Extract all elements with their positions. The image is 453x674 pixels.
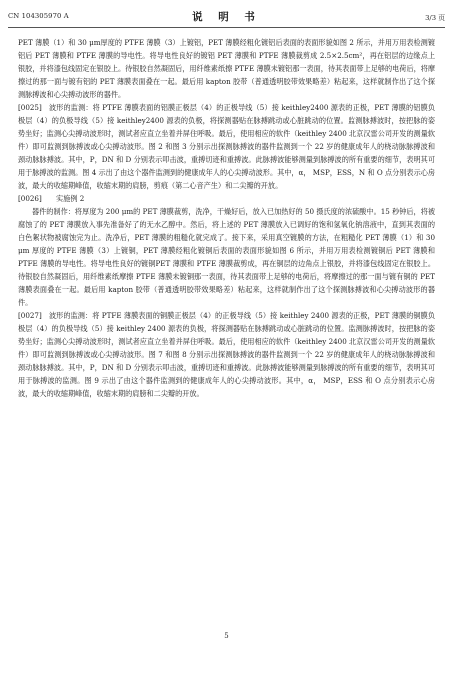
document-body xyxy=(18,36,435,400)
paragraph-text: 器件的制作：将厚度为 200 μm的 PET 薄膜裁剪，洗净，干燥好后，放入已加热好的 50 摄氏度的浓硫酸中。15 秒钟后，将被腐蚀了的 PET 薄膜放入事先准备好了的无水乙醇中。然后，将上述的 PET 薄膜放入已调好的饱和氢氧化钠溶液中，直到其表面的白色絮状物被腐蚀完为止。洗净后，PET 薄膜的粗糙化就完成了。接下来，采用真空镀膜的方法，在粗糙化 PET 薄膜（1）和 30 μm 厚度的 PTFE 薄膜（3）上镀铜，PET 薄膜经粗化镀铜后表面的表面形貌如图 6 所示，并用万用表检测镀铜后 PET 薄膜和 PTFE 薄膜的导电性。将导电性良好的镀铜PET 薄膜和 PTFE 薄膜裁剪成，再在铜层的边角点上银胶，并将漆包线固定在银胶上。待银胶自然凝固后，用纤维素纸摩擦 PTFE 薄膜未镀铜那一表面，待其表面带上足够的电荷后，将摩擦过的那一面与镀有铜的 PET 薄膜表面叠在一起。最后用 kapton 胶带（普通透明胶带效果略差）粘起来，这样就制作出了这个探测脉搏波和心尖搏动波形的器件。 xyxy=(18,207,435,307)
paragraph-text: 波形的监测：将 PTFE 薄膜表面的铝膜正极层（4）的正极导线（5）接 keithley2400 源表的正极，PET 薄膜的铝膜负极层（4）的负极导线（5）接 keithley2400 源表的负极，将探测器贴在脉搏跳动或心脏跳动的位置。监测脉搏波时，按把脉的姿势坐好；监测心尖搏动波形时，测试者应直立坐着并屏住呼吸。最后，使用相应的软件（keithley 2400 北京汉雷公司开发的测量软件）即可监测到脉搏波或心尖搏动波形。图 2 和图 3 分别示出探测脉搏波的器件监测到一个 22 岁的健康成年人的桡动脉脉搏波和颈动脉脉搏波。其中，P，DN 和 D 分别表示叩击波，重搏切迹和重搏波。此脉搏波能够测量到脉搏波的所有重要的细节，表明其可用于脉搏波的监测。图 4 示出了由这个器件监测到的健康成年人的心尖搏动波形。其中，α， MSP，ESS，N 和 O 点分别表示心房波，最大的收缩期峰值，收缩末期的肩膀，剪痕（第二心音产生）和二尖瓣的开放。 xyxy=(18,103,435,190)
document-number: CN 104305970 A xyxy=(8,12,69,20)
paragraph-0027 xyxy=(18,309,435,400)
paragraph-continuation xyxy=(18,36,435,101)
page-number: 5 xyxy=(224,632,229,640)
paragraph-text: PET 薄膜（1）和 30 μm厚度的 PTFE 薄膜（3）上镀铝，PET 薄膜经粗化镀铝后表面的表面形貌如图 2 所示，并用万用表检测镀铝后 PET 薄膜和 PTFE 薄膜的导电性。将导电性良好的镀铝 PET 薄膜和 PTFE 薄膜裁剪成 2.5×2.5cm²，再在铝层的边缘点上银胶，并将漆包线固定在银胶上。待银胶自然凝固后，用纤维素纸擦 PTFE 薄膜未镀铝那一表面，待其表面带上足够的电荷后，将摩擦过的那一面与镀有铝的 PET 薄膜表面叠在一起。最后用 kapton 胶带（普通透明胶带效果略差）粘起来，这样就制作出了这个探测脉搏波和心尖搏动波形的器件。 xyxy=(18,38,436,99)
paragraph-0026 xyxy=(18,192,435,205)
header-divider xyxy=(8,27,445,28)
paragraph-label: [0026] xyxy=(18,194,42,203)
paragraph-example-2 xyxy=(18,205,435,309)
section-heading: 实施例 2 xyxy=(56,194,85,203)
paragraph-text: 波形的监测：将 PTFE 薄膜表面的铜膜正极层（4）的正极导线（5）接 keithley 2400 源表的正极，PET 薄膜的铜膜负极层（4）的负极导线（5）接 keithley 2400 源表的负极，将探测器贴在脉搏跳动或心脏跳动的位置。监测脉搏波时，按把脉的姿势坐好；监测心尖搏动波形时，测试者应直立坐着并屏住呼吸。最后，使用相应的软件（keithley 2400 北京汉雷公司开发的测量软件）即可监测到脉搏波或心尖搏动波形。图 7 和图 8 分别示出探测脉搏波的器件监测到一个 22 岁的健康成年人的桡动脉脉搏波和颈动脉脉搏波。其中，P，DN 和 D 分别表示叩击波，重搏切迹和重搏波。此脉搏波能够测量到脉搏波的所有重要的细节，表明其可用于脉搏波的监测。图 9 示出了由这个器件监测到的健康成年人的心尖搏动波形。其中，α， MSP，ESS 和 O 点分别表示心房波，最大的收缩期峰值，收缩末期的肩膀和二尖瓣的开放。 xyxy=(18,311,435,398)
paragraph-label: [0025] xyxy=(18,103,42,112)
paragraph-0025 xyxy=(18,101,435,192)
page-header xyxy=(8,9,445,23)
paragraph-label: [0027] xyxy=(18,311,42,320)
page-of-indicator: 3/3 页 xyxy=(425,14,445,22)
document-title: 说 明 书 xyxy=(192,11,261,23)
